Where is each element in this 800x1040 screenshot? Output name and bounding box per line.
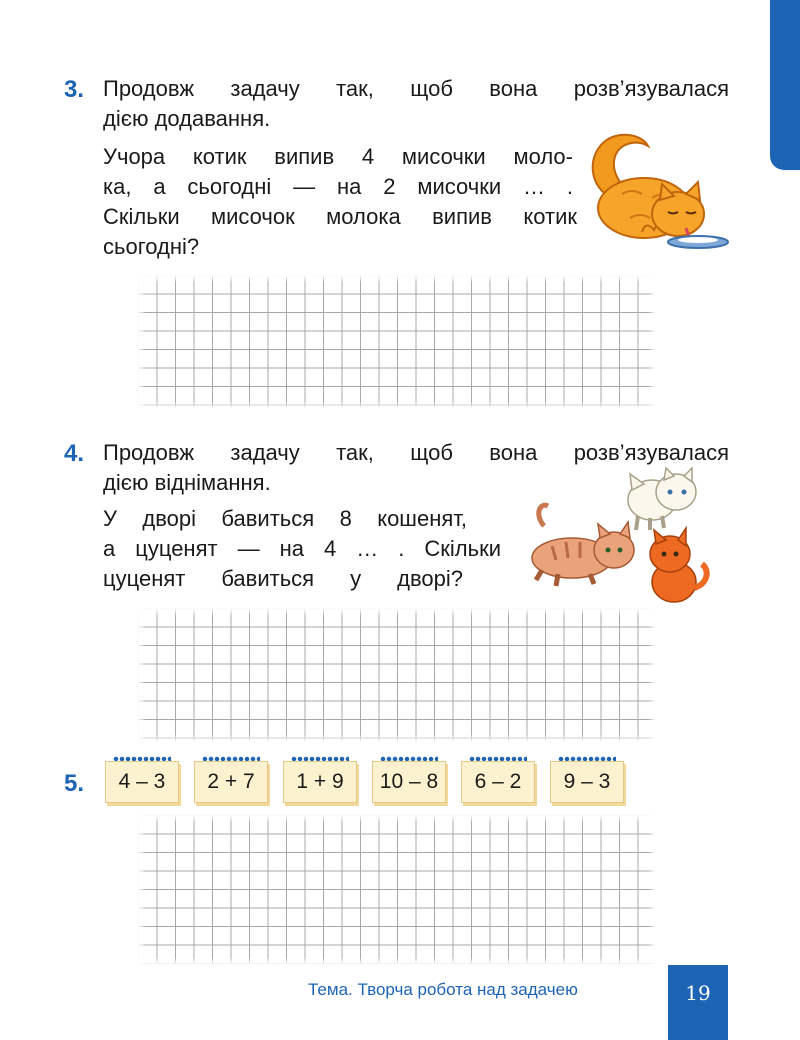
expression-text: 4 – 3 — [105, 761, 179, 803]
task-5-number: 5. — [64, 770, 85, 797]
task-4-number: 4. — [64, 440, 85, 467]
task-3-instruction-line2: дією додавання. — [103, 106, 271, 131]
expression-card — [283, 755, 355, 803]
expression-text: 2 + 7 — [194, 761, 268, 803]
expression-text: 6 – 2 — [461, 761, 535, 803]
task-4-instruction-line2: дією віднімання. — [103, 470, 271, 495]
expression-card — [194, 755, 266, 803]
task-3-instruction-line1: Продовж задачу так, щоб вона розв’язувалася — [103, 76, 729, 101]
task-3-body-line4: сьогодні? — [103, 234, 200, 259]
task-4-body-line3: цуценят бавиться у дворі? — [103, 566, 463, 591]
task-4-answer-grid[interactable] — [138, 608, 656, 742]
task-3-body-line1: Учора котик випив 4 мисочки моло- — [103, 144, 573, 169]
expression-card — [372, 755, 444, 803]
task-3-answer-grid[interactable] — [138, 275, 656, 409]
expression-cards — [105, 755, 622, 803]
topic-footer: Тема. Творча робота над задачею — [308, 980, 578, 999]
three-kittens-illustration — [522, 466, 722, 610]
expression-text: 1 + 9 — [283, 761, 357, 803]
task-4-instruction-line1: Продовж задачу так, щоб вона розв’язувалася — [103, 440, 729, 465]
task-3-body-line2: ка, а сьогодні — на 2 мисочки … . — [103, 174, 573, 199]
cat-drinking-milk-illustration — [582, 128, 730, 250]
expression-card — [550, 755, 622, 803]
task-3-number: 3. — [64, 76, 85, 103]
task-4-body-line2: а цуценят — на 4 … . Скільки — [103, 536, 501, 561]
page-number: 19 — [668, 965, 728, 1040]
chapter-tab — [770, 0, 800, 170]
expression-text: 9 – 3 — [550, 761, 624, 803]
task-3-body-line3: Скільки мисочок молока випив котик — [103, 204, 577, 229]
task-5-answer-grid[interactable] — [138, 815, 656, 965]
expression-card — [105, 755, 177, 803]
expression-card — [461, 755, 533, 803]
task-4-body-line1: У дворі бавиться 8 кошенят, — [103, 506, 467, 531]
expression-text: 10 – 8 — [372, 761, 446, 803]
